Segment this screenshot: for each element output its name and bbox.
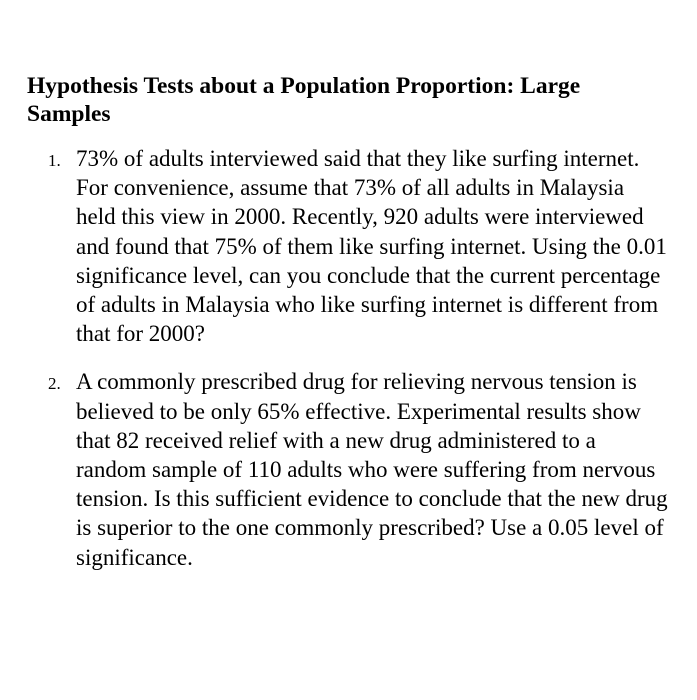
question-list bbox=[48, 144, 668, 572]
question-2-number: 2. bbox=[48, 374, 61, 394]
document-title: Hypothesis Tests about a Population Proportion: Large Samples bbox=[27, 73, 581, 127]
question-2 bbox=[48, 367, 668, 571]
question-2-text: A commonly prescribed drug for relieving nervous tension is believed to be only 65% effective. Experimental results show that 82 received relief with a new drug administered to a random sample of 110 adults who were suffering from nervous tension. Is this sufficient evidence to conclude that the new drug is superior to the one commonly prescribed? Use a 0.05 level of significance. bbox=[76, 369, 668, 570]
question-1-number: 1. bbox=[48, 151, 61, 170]
question-1 bbox=[48, 144, 668, 348]
question-1-text: 73% of adults interviewed said that they like surfing internet. For convenience, assume that 73% of all adults in Malaysia held this view in 2000. Recently, 920 adults were interviewed and found that 75% of them like surfing internet. Using the 0.01 significance level, can you conclude that the current percentage of adults in Malaysia who like surfing internet is different from that for 2000? bbox=[76, 146, 667, 347]
